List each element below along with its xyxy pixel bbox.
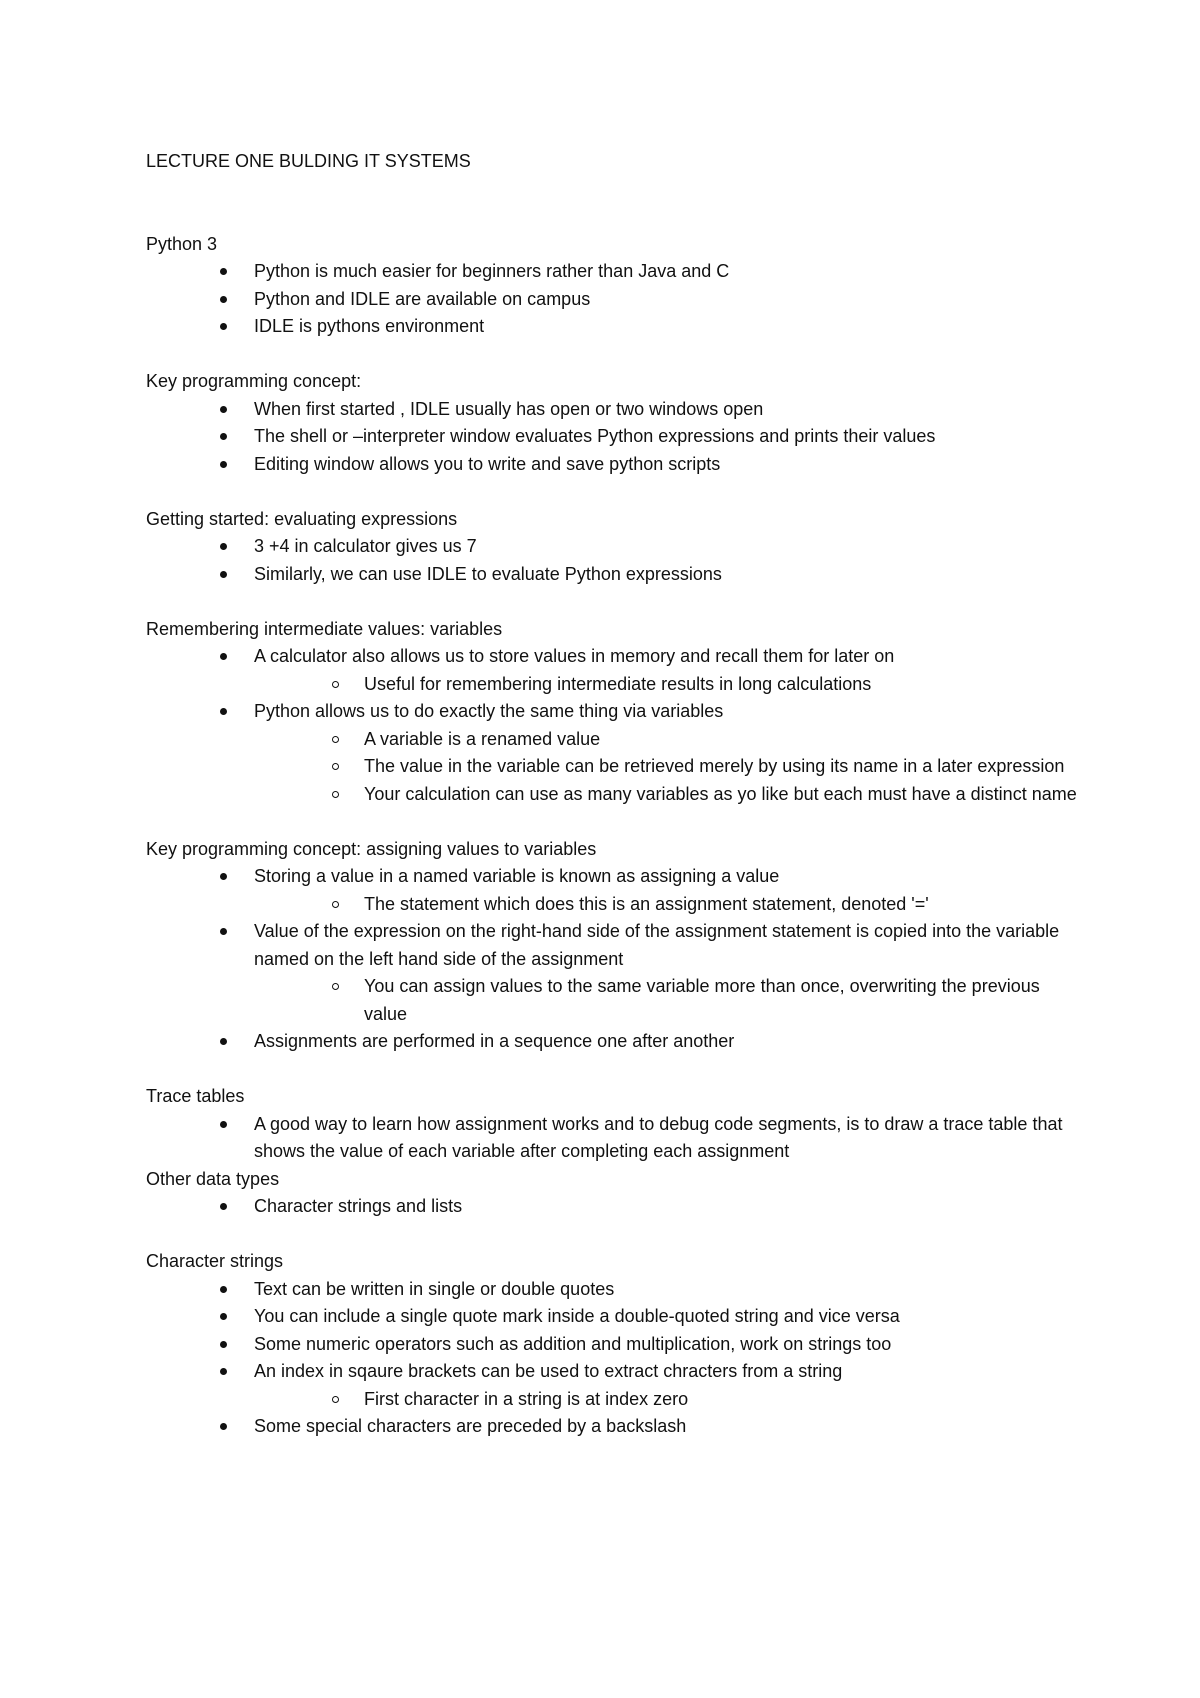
section-heading: Python 3 xyxy=(146,233,218,254)
bullet-item: When first started , IDLE usually has open or two windows open xyxy=(146,396,1086,424)
sub-bullet-item: You can assign values to the same variable more than once, overwriting the previous value xyxy=(146,973,1086,1028)
section xyxy=(146,368,1086,478)
section-heading: Key programming concept: xyxy=(146,371,362,391)
sub-bullet-item: Useful for remembering intermediate results in long calculations xyxy=(146,671,1086,699)
bullet-item: An index in sqaure brackets can be used to extract chracters from a string xyxy=(146,1358,1086,1386)
bullet-list xyxy=(146,1111,1086,1166)
bullet-list xyxy=(146,258,1086,341)
bullet-item: Character strings and lists xyxy=(146,1193,1086,1221)
bullet-item: Python and IDLE are available on campus xyxy=(146,286,1086,314)
bullet-item: Text can be written in single or double quotes xyxy=(146,1276,1086,1304)
bullet-item: Some numeric operators such as addition and multiplication, work on strings too xyxy=(146,1331,1086,1359)
bullet-list xyxy=(146,863,1086,1056)
bullet-item: IDLE is pythons environment xyxy=(146,313,1086,341)
bullet-item: Similarly, we can use IDLE to evaluate Python expressions xyxy=(146,561,1086,589)
section-heading: Key programming concept: assigning values to variables xyxy=(146,838,597,859)
sub-bullet-item: The statement which does this is an assignment statement, denoted '=' xyxy=(146,891,1086,919)
section xyxy=(146,506,1086,589)
bullet-list xyxy=(146,533,1086,588)
bullet-item: A calculator also allows us to store values in memory and recall them for later on xyxy=(146,643,1086,671)
bullet-list xyxy=(146,1193,1086,1221)
bullet-item: Editing window allows you to write and save python scripts xyxy=(146,451,1086,479)
bullet-item: 3 +4 in calculator gives us 7 xyxy=(146,533,1086,561)
sub-bullet-item: First character in a string is at index zero xyxy=(146,1386,1086,1414)
bullet-list xyxy=(146,643,1086,808)
bullet-item: A good way to learn how assignment works and to debug code segments, is to draw a trace table that shows the value of each variable after completing each assignment xyxy=(146,1111,1086,1166)
section xyxy=(146,1248,1086,1441)
section xyxy=(146,616,1086,809)
section-heading: Other data types xyxy=(146,1168,280,1189)
bullet-item: You can include a single quote mark inside a double-quoted string and vice versa xyxy=(146,1303,1086,1331)
sub-bullet-item: A variable is a renamed value xyxy=(146,726,1086,754)
bullet-item: Storing a value in a named variable is known as assigning a value xyxy=(146,863,1086,891)
section xyxy=(146,836,1086,1056)
bullet-item: Value of the expression on the right-hand side of the assignment statement is copied into the variable named on the left hand side of the assignment xyxy=(146,918,1086,973)
bullet-item: Python allows us to do exactly the same thing via variables xyxy=(146,698,1086,726)
section xyxy=(146,231,1086,341)
bullet-list xyxy=(146,1276,1086,1441)
document-title: LECTURE ONE BULDING IT SYSTEMS xyxy=(146,151,471,171)
sections-container xyxy=(146,231,1086,1441)
section xyxy=(146,1166,1086,1221)
bullet-item: Python is much easier for beginners rather than Java and C xyxy=(146,258,1086,286)
section-heading: Remembering intermediate values: variables xyxy=(146,618,503,639)
bullet-item: The shell or –interpreter window evaluates Python expressions and prints their values xyxy=(146,423,1086,451)
section-heading: Getting started: evaluating expressions xyxy=(146,508,458,529)
bullet-item: Some special characters are preceded by a backslash xyxy=(146,1413,1086,1441)
section xyxy=(146,1083,1086,1166)
section-heading: Trace tables xyxy=(146,1086,245,1106)
bullet-list xyxy=(146,396,1086,479)
document-body xyxy=(146,148,1086,1468)
sub-bullet-item: The value in the variable can be retrieved merely by using its name in a later expression xyxy=(146,753,1086,781)
section-heading: Character strings xyxy=(146,1251,284,1271)
sub-bullet-item: Your calculation can use as many variables as yo like but each must have a distinct name xyxy=(146,781,1086,809)
bullet-item: Assignments are performed in a sequence one after another xyxy=(146,1028,1086,1056)
